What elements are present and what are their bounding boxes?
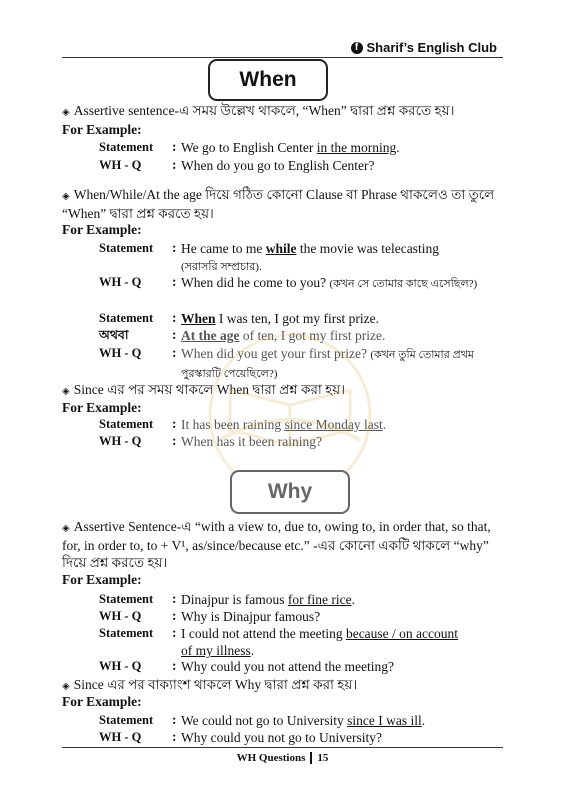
whq-label: WH - Q	[99, 346, 142, 360]
statement-label: Statement	[99, 241, 154, 255]
statement-label: Statement	[99, 417, 154, 431]
whq-text: Why could you not attend the meeting?	[181, 659, 394, 674]
statement-label: Statement	[99, 592, 154, 606]
whq-text: When do you go to English Center?	[181, 158, 375, 173]
page-footer	[0, 752, 565, 764]
page-number: 15	[317, 752, 329, 764]
for-example-heading: For Example:	[62, 122, 142, 137]
diamond-bullet-icon: ◈	[62, 386, 70, 397]
whq-label: WH - Q	[99, 659, 142, 673]
whq-label: WH - Q	[99, 434, 142, 448]
colon: :	[172, 345, 177, 360]
statement-text: We go to English Center in the morning.	[181, 140, 400, 155]
section-title-when: When	[208, 59, 328, 101]
colon: :	[172, 712, 177, 727]
brand-header	[351, 40, 498, 55]
footer-separator	[310, 752, 312, 764]
colon: :	[172, 240, 177, 255]
statement-text: Dinajpur is famous for fine rice.	[181, 592, 355, 607]
rule-bullet	[62, 518, 502, 571]
whq-text: When has it been raining?	[181, 434, 322, 449]
statement-text: When I was ten, I got my first prize.	[181, 311, 379, 326]
statement-text: It has been raining since Monday last.	[181, 417, 387, 432]
for-example-heading: For Example:	[62, 694, 142, 709]
footer-section: WH Questions	[236, 752, 306, 764]
statement-label: Statement	[99, 713, 154, 727]
colon: :	[172, 591, 177, 606]
or-label: অথবা	[99, 328, 129, 342]
statement-text: I could not attend the meeting because / on account of my illness.	[181, 626, 459, 658]
colon: :	[172, 310, 177, 325]
rule-bullet	[62, 676, 502, 695]
footer-rule	[62, 747, 503, 748]
bullet-text: Since এর পর বাক্যাংশ থাকলে Why দ্বারা প্রশ্ন করা হয়।	[73, 677, 358, 692]
bullet-text: Assertive sentence-এ সময় উল্লেখ থাকলে, “When” দ্বারা প্রশ্ন করতে হয়।	[73, 103, 455, 118]
for-example-heading: For Example:	[62, 572, 142, 587]
bullet-text: Assertive Sentence-এ “with a view to, due to, owing to, in order that, so that, for, in order to, to + V¹, as/since/because etc.” -এর কোনো একটি থাকলে “why” দিয়ে প্রশ্ন করতে হয়।	[62, 519, 491, 570]
diamond-bullet-icon: ◈	[62, 523, 70, 534]
brand-label: Sharif’s English Club	[366, 40, 497, 55]
statement-label: Statement	[99, 140, 154, 154]
colon: :	[172, 608, 177, 623]
diamond-bullet-icon: ◈	[62, 681, 70, 692]
for-example-heading: For Example:	[62, 222, 142, 237]
section-title-why: Why	[230, 470, 350, 514]
whq-label: WH - Q	[99, 158, 142, 172]
whq-label: WH - Q	[99, 730, 142, 744]
colon: :	[172, 433, 177, 448]
statement-label: Statement	[99, 626, 154, 640]
statement-text: We could not go to University since I was ill.	[181, 713, 426, 728]
header-rule	[62, 57, 503, 58]
bullet-text: Since এর পর সময় থাকলে When দ্বারা প্রশ্ন করা হয়।	[73, 382, 346, 397]
statement-label: Statement	[99, 311, 154, 325]
colon: :	[172, 327, 177, 342]
alternate-statement-text: At the age of ten, I got my first prize.	[181, 328, 386, 343]
whq-label: WH - Q	[99, 275, 142, 289]
colon: :	[172, 658, 177, 673]
colon: :	[172, 157, 177, 172]
colon: :	[172, 625, 177, 640]
colon: :	[172, 416, 177, 431]
facebook-icon: f	[351, 42, 363, 54]
diamond-bullet-icon: ◈	[62, 107, 70, 118]
colon: :	[172, 139, 177, 154]
colon: :	[172, 274, 177, 289]
rule-bullet	[62, 102, 502, 121]
rule-bullet	[62, 186, 502, 222]
whq-text: Why could you not go to University?	[181, 730, 382, 745]
whq-text: When did he come to you? (কখন সে তোমার কাছে এসেছিল?)	[181, 275, 478, 290]
whq-text: Why is Dinajpur famous?	[181, 609, 321, 624]
statement-text: He came to me while the movie was telecasting (সরাসরি সম্প্রচার).	[181, 241, 439, 273]
whq-label: WH - Q	[99, 609, 142, 623]
for-example-heading: For Example:	[62, 400, 142, 415]
colon: :	[172, 729, 177, 744]
bullet-text: When/While/At the age দিয়ে গঠিত কোনো Clause বা Phrase থাকলেও তা তুলে “When” দ্বারা প্রশ্ন করতে হয়।	[62, 187, 495, 221]
whq-text: When did you get your first prize? (কখন তুমি তোমার প্রথম পুরস্কারটি পেয়েছিলে?)	[181, 346, 474, 380]
diamond-bullet-icon: ◈	[62, 191, 70, 202]
